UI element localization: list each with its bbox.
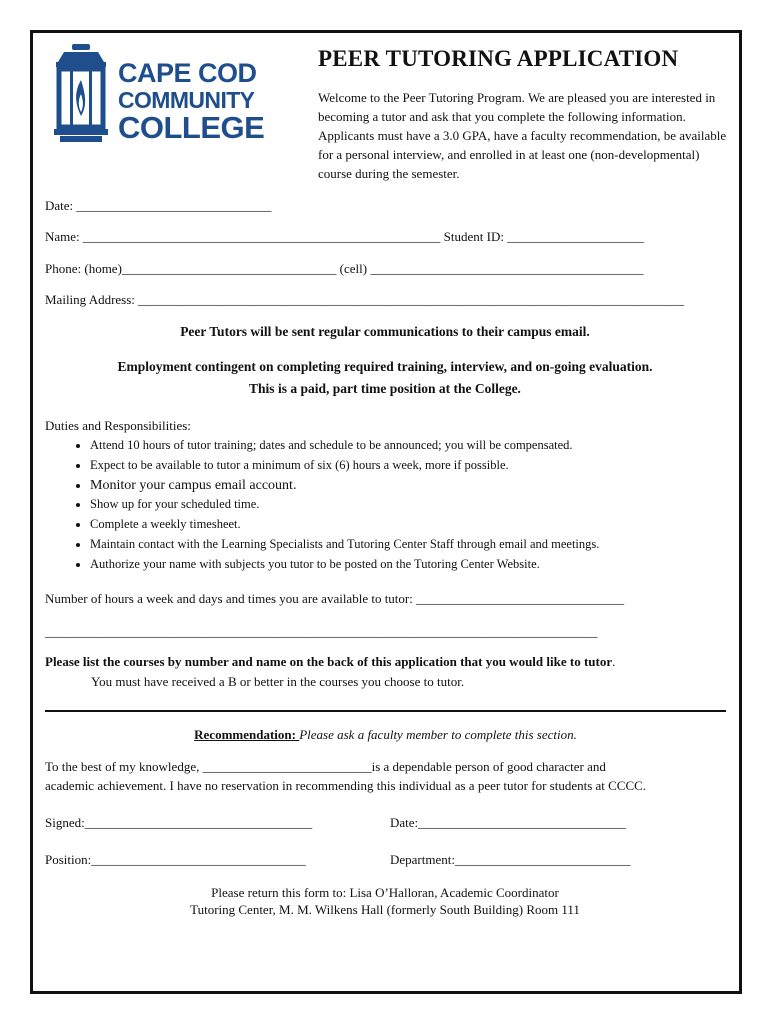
welcome-paragraph: Welcome to the Peer Tutoring Program. We are pleased you are interested in becoming a tutor and ask that you complete the following information. Applicants must have a 3.0 GPA, have a faculty recommendation, be available for a personal interview, and enrolled in at least one (non-developmental) course during the semester. — [318, 90, 727, 181]
logo-line-2: COMMUNITY — [118, 87, 255, 113]
recommendation-date-field[interactable]: Date:________________________________ — [390, 815, 627, 830]
page-title: PEER TUTORING APPLICATION — [318, 46, 679, 71]
recommendation-instruction: Please ask a faculty member to complete this section. — [299, 727, 577, 742]
duty-item: • Attend 10 hours of tutor training; dates and schedule to be announced; you will be compensated. — [90, 436, 599, 456]
recommendation-text-line-1[interactable]: To the best of my knowledge, __________________________is a dependable person of good character and — [45, 759, 606, 774]
department-field[interactable]: Department:___________________________ — [390, 852, 631, 867]
courses-instruction — [45, 654, 615, 670]
recommendation-text-line-2: academic achievement. I have no reservation in recommending this individual as a peer tutor for students at CCCC. — [45, 778, 647, 793]
availability-blank-line[interactable]: _____________________________________________________________________________________ — [45, 624, 598, 639]
availability-field[interactable]: Number of hours a week and days and times you are available to tutor: ________________________________ — [45, 591, 625, 606]
courses-instruction-period: . — [612, 654, 616, 669]
signed-field[interactable]: Signed:___________________________________ — [45, 815, 313, 830]
duties-list — [45, 436, 599, 575]
lighthouse-lantern-icon — [50, 44, 112, 144]
paid-position-notice: This is a paid, part time position at the College. — [249, 381, 521, 396]
name-student-id-field[interactable]: Name: _______________________________________________________ Student ID: _____________________ — [45, 229, 644, 244]
courses-grade-note: You must have received a B or better in the courses you choose to tutor. — [91, 674, 465, 689]
phone-field[interactable]: Phone: (home)_________________________________ (cell) __________________________________________ — [45, 261, 644, 276]
college-logo — [50, 44, 272, 144]
recommendation-title: Recommendation: — [194, 727, 300, 742]
section-divider — [45, 710, 726, 712]
mailing-address-field[interactable]: Mailing Address: ____________________________________________________________________________________ — [45, 292, 685, 307]
position-field[interactable]: Position:_________________________________ — [45, 852, 306, 867]
employment-notice: Employment contingent on completing required training, interview, and on-going evaluation. — [117, 359, 653, 374]
return-instructions-line-1: Please return this form to: Lisa O’Halloran, Academic Coordinator — [211, 885, 559, 900]
duty-item: • Show up for your scheduled time. — [90, 495, 599, 515]
duties-heading: Duties and Responsibilities: — [45, 418, 191, 433]
duty-item: • Complete a weekly timesheet. — [90, 515, 599, 535]
duty-item: • Authorize your name with subjects you tutor to be posted on the Tutoring Center Website. — [90, 555, 599, 575]
email-notice: Peer Tutors will be sent regular communications to their campus email. — [180, 324, 590, 339]
return-instructions-line-2: Tutoring Center, M. M. Wilkens Hall (formerly South Building) Room 111 — [190, 902, 580, 917]
duty-item: • Maintain contact with the Learning Specialists and Tutoring Center Staff through email and meetings. — [90, 535, 599, 555]
courses-instruction-bold: Please list the courses by number and name on the back of this application that you would like to tutor — [45, 654, 613, 669]
date-field[interactable]: Date: ______________________________ — [45, 198, 272, 213]
recommendation-heading — [45, 727, 726, 743]
duty-item: • Expect to be available to tutor a minimum of six (6) hours a week, more if possible. — [90, 456, 599, 476]
duty-item: • Monitor your campus email account. — [90, 476, 599, 496]
logo-line-1: CAPE COD — [118, 58, 257, 88]
logo-wordmark — [118, 58, 265, 145]
logo-line-3: COLLEGE — [118, 110, 265, 145]
